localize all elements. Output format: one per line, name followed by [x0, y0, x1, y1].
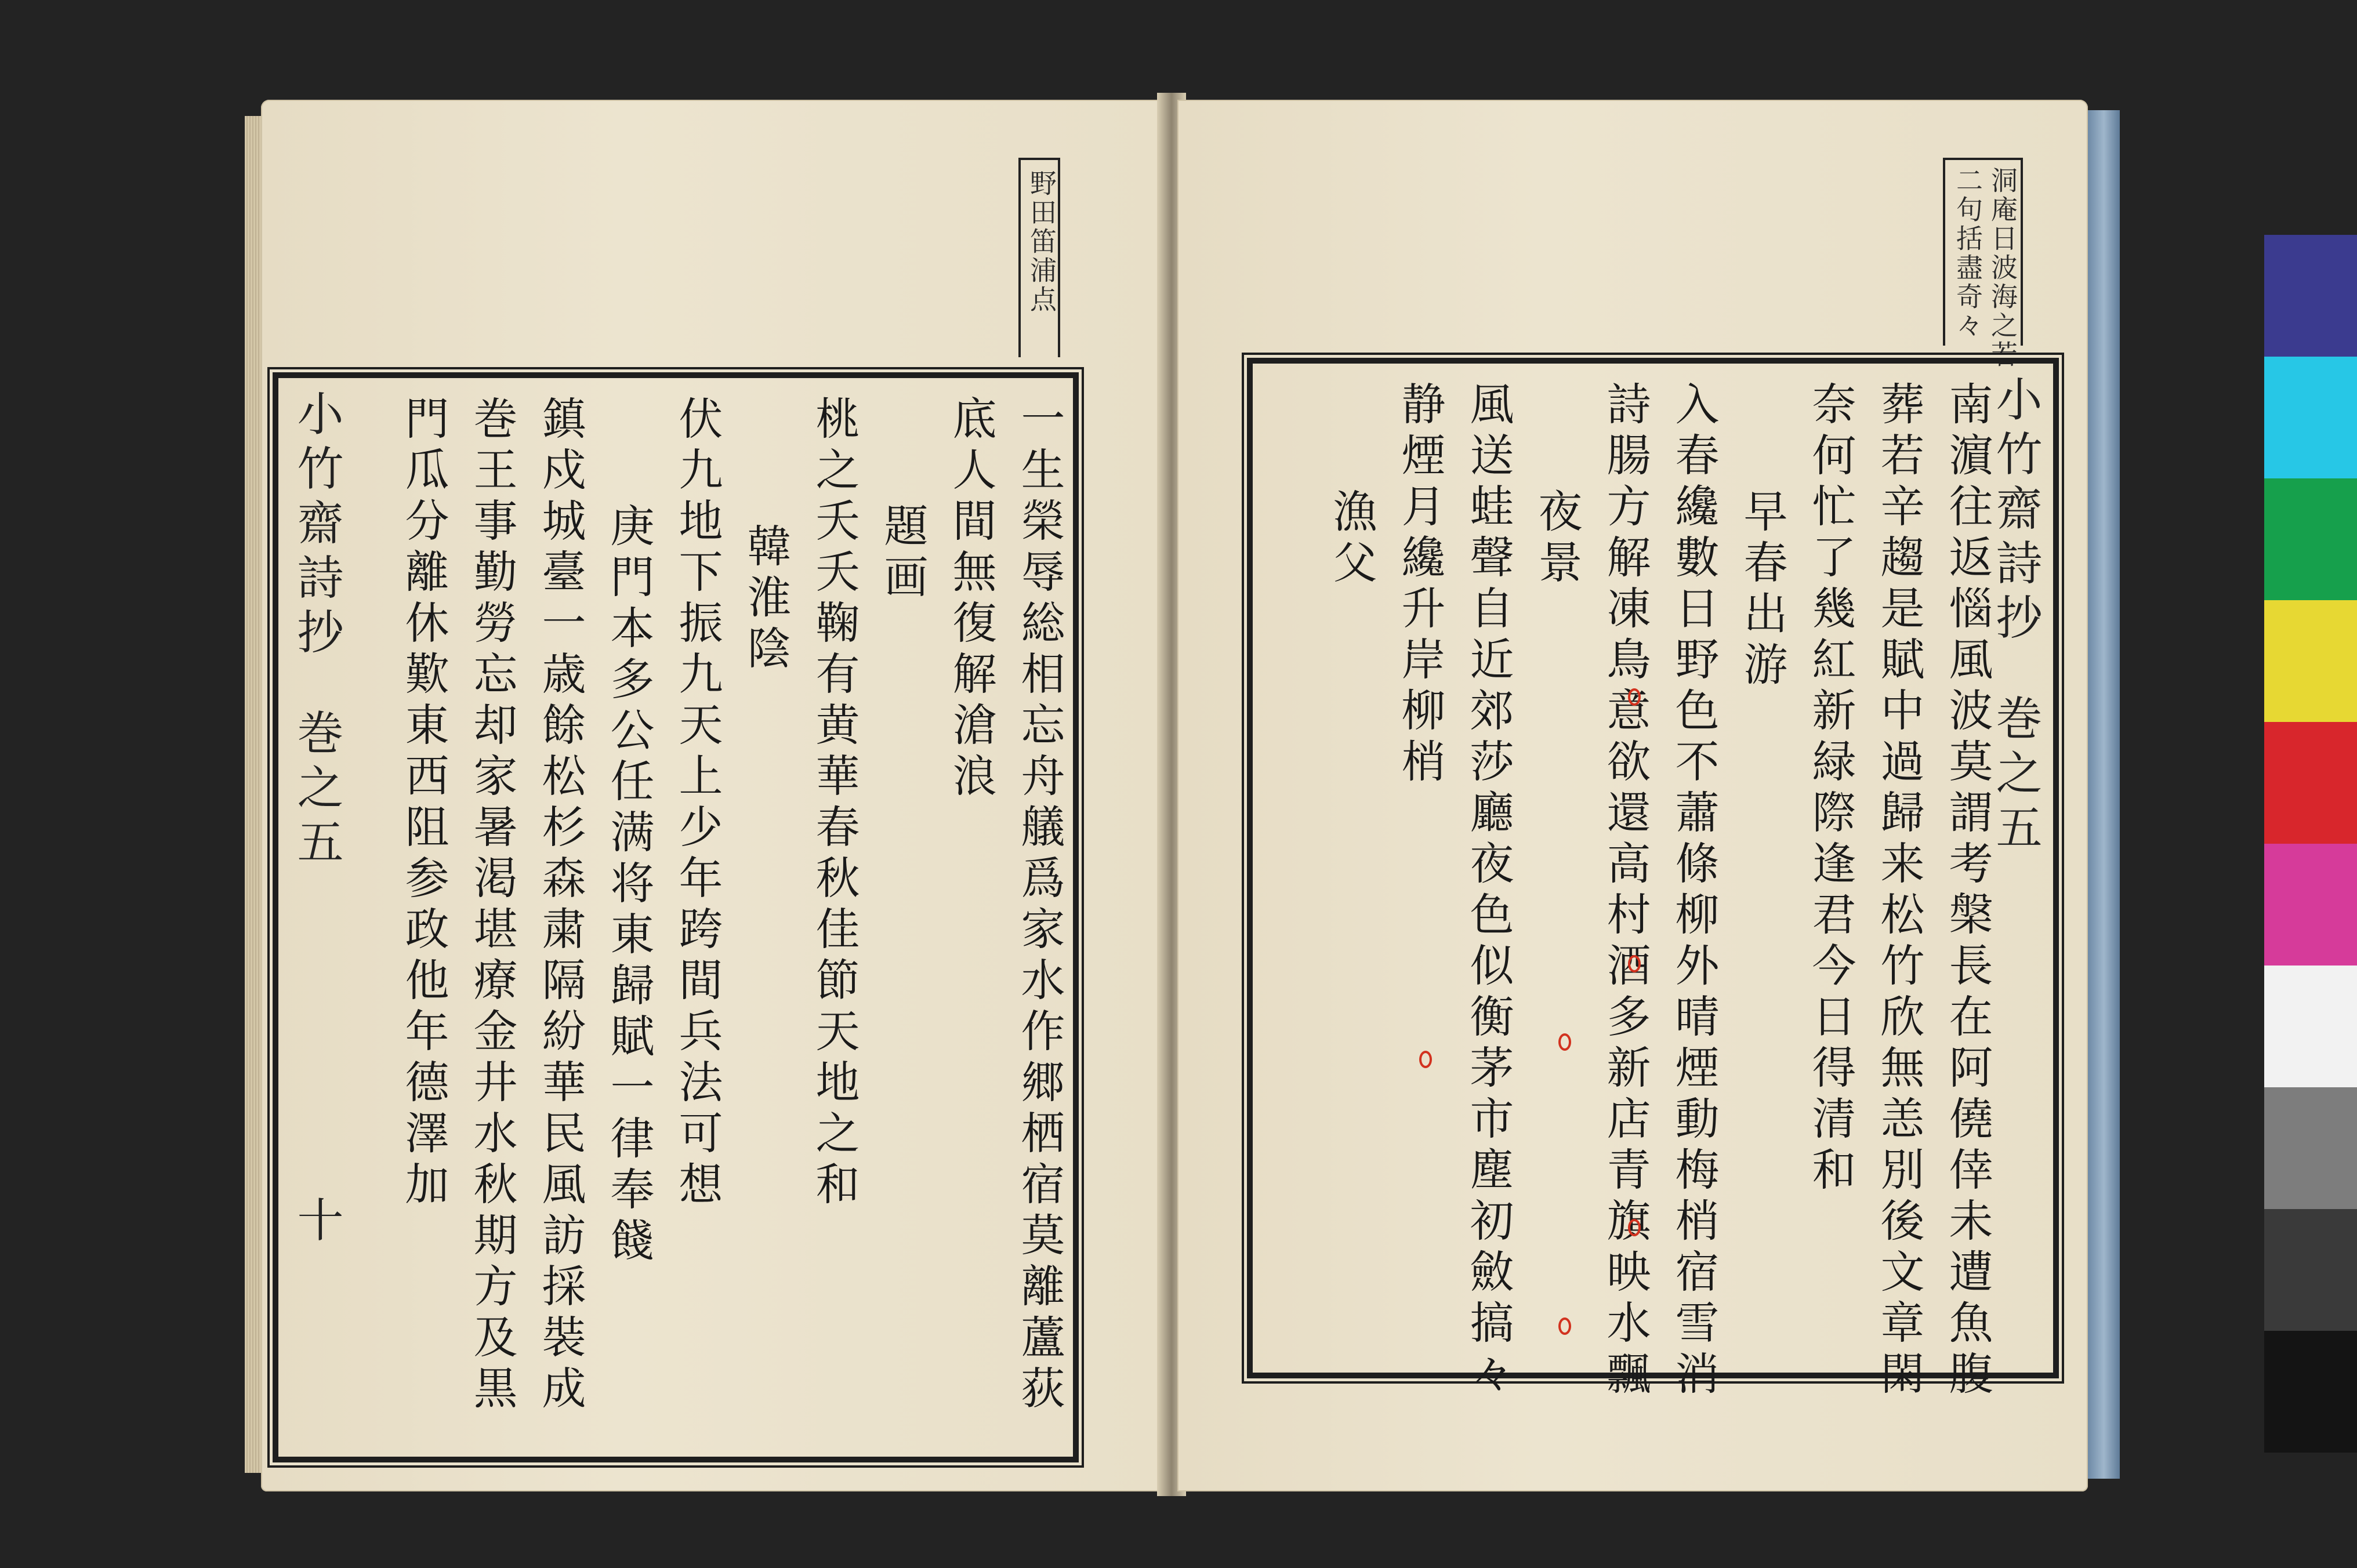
left-column-6: 伏九地下振九天上少年跨間兵法可想 — [672, 395, 723, 1212]
color-swatch — [2264, 1209, 2357, 1331]
color-swatch — [2264, 235, 2357, 357]
left-spine-volume: 巻之五 — [289, 709, 343, 872]
color-calibration-bar — [2264, 235, 2357, 1453]
color-swatch — [2264, 478, 2357, 600]
left-page-number: 十 — [289, 1196, 343, 1250]
color-swatch — [2264, 966, 2357, 1087]
red-punctuation-mark — [1628, 955, 1641, 972]
left-column-2: 底人間無復解滄浪 — [945, 395, 997, 804]
red-punctuation-mark — [1628, 1219, 1641, 1236]
right-margin-note-1: 洞庵日波海之若 — [1987, 166, 2018, 369]
red-punctuation-mark — [1558, 1317, 1571, 1335]
right-page — [1177, 100, 2088, 1491]
left-column-10: 門瓜分離休歎東西阻参政他年德澤加 — [398, 395, 449, 1212]
left-column-5: 韓淮陰 — [740, 523, 792, 676]
right-column-9: 静煙月纔升岸柳梢 — [1394, 381, 1446, 789]
left-text-frame — [273, 372, 1079, 1462]
right-column-2: 葬若辛趨是賦中過歸来松竹欣無恙別後文章閑 — [1873, 381, 1925, 1402]
left-page — [261, 100, 1166, 1491]
left-column-8: 鎮戍城臺一歳餘松杉森粛隔紛華民風訪採裝成 — [535, 395, 586, 1416]
left-spine-title: 小竹齋詩抄 — [289, 390, 343, 662]
right-column-6: 詩腸方解凍鳥意欲還高村酒多新店青旗映水飄 — [1600, 381, 1651, 1402]
color-swatch — [2264, 722, 2357, 844]
blue-cover-binding — [2088, 110, 2120, 1479]
color-swatch — [2264, 844, 2357, 966]
color-swatch — [2264, 1087, 2357, 1209]
right-column-7: 夜景 — [1531, 488, 1583, 590]
left-column-9: 巻王事勤勞忘却家暑渇堪療金井水秋期方及黒 — [466, 395, 518, 1416]
right-spine-title: 小竹齋詩抄 — [1988, 375, 2042, 648]
right-column-4: 早春出游 — [1736, 488, 1788, 692]
page-edges — [245, 116, 262, 1473]
left-column-3: 題画 — [877, 503, 929, 605]
open-book — [261, 93, 2117, 1496]
left-column-7: 庚門本多公任满将東歸賦一律奉餞 — [603, 503, 655, 1268]
red-punctuation-mark — [1419, 1051, 1432, 1068]
right-column-5: 入春纔數日野色不蕭條柳外晴煙動梅梢宿雪消 — [1668, 381, 1720, 1402]
red-punctuation-mark — [1628, 688, 1641, 706]
right-column-8: 風送蛙聲自近郊莎廳夜色似衡茅市塵初斂搞々 — [1463, 381, 1514, 1402]
right-text-frame — [1247, 358, 2059, 1402]
right-column-1: 南濵往返惱風波莫謂考槃長在阿僥倖未遭魚腹 — [1942, 381, 1993, 1402]
red-punctuation-mark — [1558, 1033, 1571, 1051]
color-swatch — [2264, 1331, 2357, 1453]
left-margin-note: 野田笛浦点 — [1026, 169, 1057, 314]
right-spine-volume: 巻之五 — [1988, 694, 2042, 858]
right-column-10: 漁父 — [1326, 488, 1377, 590]
right-margin-note-2: 二句括盡奇々 — [1952, 166, 1983, 340]
color-swatch — [2264, 600, 2357, 722]
left-column-1: 一生榮辱総相忘舟艤爲家水作郷栖宿莫離蘆荻 — [1014, 395, 1065, 1416]
right-column-3: 奈何忙了幾紅新緑際逢君今日得清和 — [1805, 381, 1856, 1197]
left-column-4: 桃之夭夭鞠有黄華春秋佳節天地之和 — [808, 395, 860, 1212]
color-swatch — [2264, 357, 2357, 478]
